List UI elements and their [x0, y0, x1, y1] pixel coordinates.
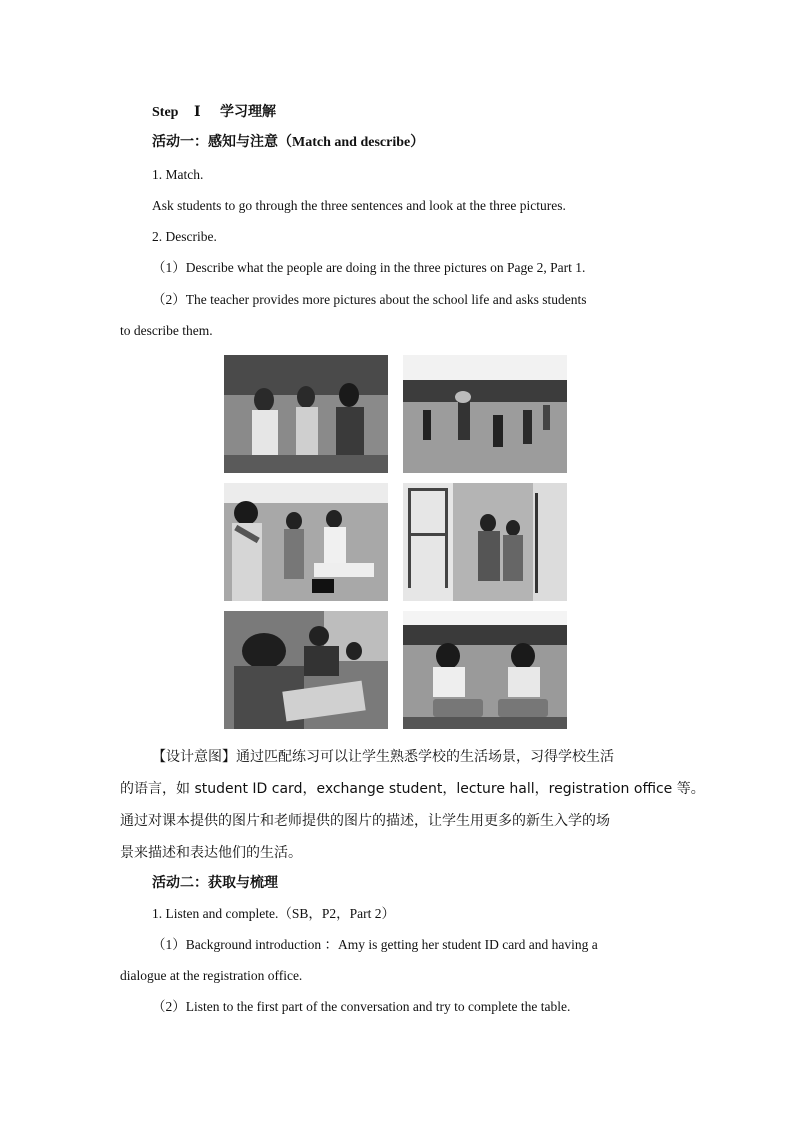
step-title: 学习理解 [220, 104, 277, 120]
photo-students-signing-forms [224, 611, 388, 729]
photo-students-with-bags [224, 355, 388, 473]
activity2-item1-title: 1. Listen and complete.（SB，P2，Part 2） [152, 906, 395, 921]
photo-students-walking-campus [403, 355, 567, 473]
design-note-line4: 景来描述和表达他们的生活。 [120, 845, 302, 861]
step-roman: Ⅰ [193, 105, 201, 120]
activity2-sub2: （2）Listen to the first part of the conversation and try to complete the table. [152, 999, 571, 1014]
activity1-sub2-line2: to describe them. [120, 323, 213, 338]
activity1-item2-title: 2. Describe. [152, 229, 217, 244]
photo-canteen-dining [403, 611, 567, 729]
step-label: Step [152, 105, 179, 120]
activity2-sub1-line1: （1）Background introduction ：Amy is getting her student ID card and having a [152, 937, 598, 952]
step-heading [152, 102, 276, 123]
photo-registration-desk [224, 483, 388, 601]
activity1-sub2-line1: （2）The teacher provides more pictures about the school life and asks students [152, 292, 587, 307]
activity2-heading: 活动二：获取与梳理 [152, 875, 278, 891]
activity1-sub1: （1）Describe what the people are doing in the three pictures on Page 2, Part 1. [152, 260, 586, 275]
design-note-line3: 通过对课本提供的图片和老师提供的图片的描述，让学生用更多的新生入学的场 [120, 813, 610, 829]
design-note-line2: 的语言，如 student ID card，exchange student，lecture hall，registration office 等。 [120, 781, 705, 797]
photo-dormitory-beds [403, 483, 567, 601]
activity2-sub1-line2: dialogue at the registration office. [120, 968, 303, 983]
activity1-item1-title: 1. Match. [152, 167, 204, 182]
activity1-item1-text: Ask students to go through the three sentences and look at the three pictures. [152, 198, 566, 213]
design-note-line1: 【设计意图】通过匹配练习可以让学生熟悉学校的生活场景，习得学校生活 [152, 749, 614, 765]
activity1-heading: 活动一：感知与注意（Match and describe） [152, 135, 425, 150]
